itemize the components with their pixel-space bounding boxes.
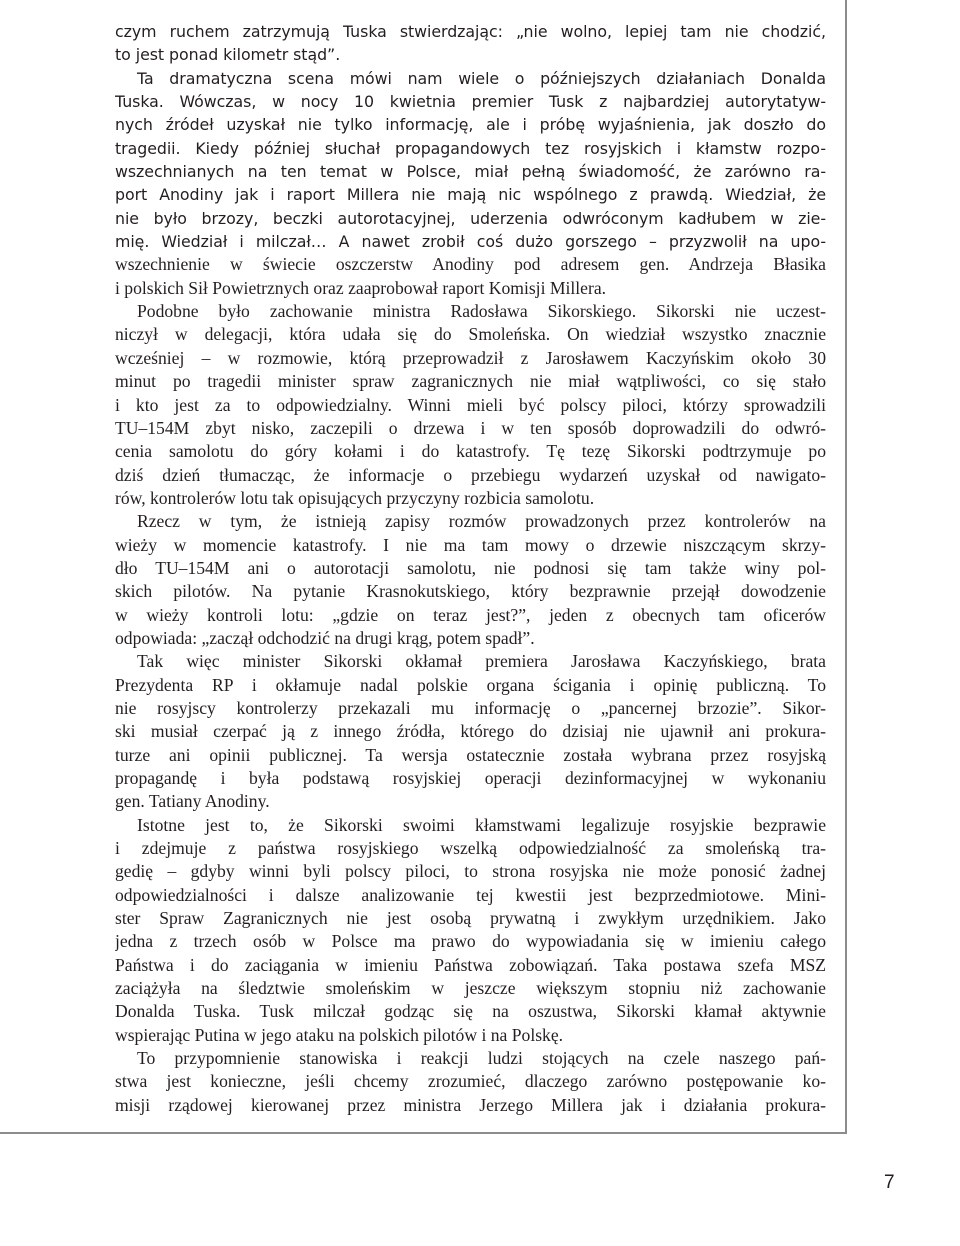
body-text-column <box>115 20 826 1117</box>
text-line: misji rządowej kierowanej przez ministra Jerzego Millera jak i działania prokura- <box>115 1094 826 1115</box>
text-line: ster Spraw Zagranicznych nie jest osobą prywatną i zwykłym urzędnikiem. Jako <box>115 908 826 929</box>
text-line: i polskich Sił Powietrznych oraz zaaprobował raport Komisji Millera. <box>115 277 607 298</box>
text-line: stwa jest konieczne, jeśli chcemy zrozumieć, dlaczego zarówno postępowanie ko- <box>115 1071 826 1092</box>
text-line: Podobne było zachowanie ministra Radosława Sikorskiego. Sikorski nie uczest- <box>137 301 826 322</box>
text-line: turze ani opinii publicznej. Ta wersja ostatecznie została wybrana przez rosyjską <box>115 744 826 765</box>
page-frame-bottom-rule <box>0 1132 847 1134</box>
text-line: i kto jest za to odpowiedzialny. Winni mieli być polscy piloci, którzy sprowadzili <box>115 394 826 415</box>
text-line: wieży w momencie katastrofy. I nie ma tam mowy o drzewie niszczącym skrzy- <box>115 534 826 555</box>
text-line: wspierając Putina w jego ataku na polskich pilotów i na Polskę. <box>115 1024 564 1045</box>
page-number: 7 <box>884 1172 895 1193</box>
text-line: Donalda Tuska. Tusk milczał godząc się na oszustwa, Sikorski kłamał aktywnie <box>115 1001 826 1022</box>
text-line: Rzecz w tym, że istnieją zapisy rozmów prowadzonych przez kontrolerów na <box>137 511 826 532</box>
text-line: odpowiada: „zaczął odchodzić na drugi krąg, potem spadł”. <box>115 627 535 648</box>
text-line: wcześniej – w rozmowie, którą przeprowadził z Jarosławem Kaczyńskim około 30 <box>115 347 826 368</box>
text-line: minut po tragedii minister spraw zagranicznych nie miał wątpliwości, co się stało <box>115 371 826 392</box>
text-line: ski musiał czerpać ją z innego źródła, którego do dzisiaj nie ujawnił ani prokura- <box>115 721 826 742</box>
text-line: propagandę i była podstawą rosyjskiej operacji dezinformacyjnej w wykonaniu <box>115 768 826 788</box>
text-line: To przypomnienie stanowiska i reakcji ludzi stojących na czele naszego pań- <box>137 1048 826 1069</box>
text-line: Państwa i do zaciągania w imieniu Państwa zobowiązań. Taka postawa szefa MSZ <box>115 954 826 975</box>
text-line: niczył w delegacji, która udała się do Smoleńska. On wiedział wszystko znacznie <box>115 324 826 345</box>
text-line: rów, kontrolerów lotu tak opisujących przyczyny rozbicia samolotu. <box>115 487 595 508</box>
text-line: Istotne jest to, że Sikorski swoimi kłamstwami legalizuje rosyjskie bezprawie <box>137 814 826 835</box>
text-line: zaciążyła na śledztwie smoleńskim w jeszcze większym stopniu niż zachowanie <box>115 978 826 999</box>
text-line: odpowiedzialności i dalsze analizowanie tej kwestii jest bezprzedmiotowe. Mini- <box>115 884 826 905</box>
text-line: jedna z trzech osób w Polsce ma prawo do wypowiadania się w imieniu całego <box>115 931 826 952</box>
text-line: tragedii. Kiedy później słuchał propagandowych tez rosyjskich i kłamstw rozpo- <box>115 138 826 158</box>
text-line: nie rosyjscy kontrolerzy przekazali mu informację o „pancernej brzozie”. Sikor- <box>115 697 826 718</box>
text-line: nie było brzozy, beczki autorotacyjnej, uderzenia odwróconym kadłubem w zie- <box>115 208 826 228</box>
text-line: gen. Tatiany Anodiny. <box>115 791 270 812</box>
text-line: czym ruchem zatrzymują Tuska stwierdzając: „nie wolno, lepiej tam nie chodzić, <box>115 22 826 41</box>
text-line: port Anodiny jak i raport Millera nie mają nic wspólnego z prawdą. Wiedział, że <box>115 185 826 205</box>
text-line: Ta dramatyczna scena mówi nam wiele o późniejszych działaniach Donalda <box>137 68 826 88</box>
text-line: skich pilotów. Na pytanie Krasnokutskiego, który bezprawnie przejął dowodzenie <box>115 581 826 602</box>
text-line: i zdejmuje z państwa rosyjskiego wszelką odpowiedzialność za smoleńską tra- <box>115 838 826 859</box>
text-line: cenia samolotu do góry kołami i do katastrofy. Tę tezę Sikorski podtrzymuje po <box>115 441 826 462</box>
text-line: Tuska. Wówczas, w nocy 10 kwietnia premier Tusk z najbardziej autorytatyw- <box>115 92 826 112</box>
text-line: wszechnianych na ten temat w Polsce, miał pełną świadomość, że zarówno ra- <box>115 162 826 182</box>
text-line: gedię – gdyby winni byli polscy piloci, to strona rosyjska nie może ponosić żadnej <box>115 861 826 882</box>
text-line: Prezydenta RP i okłamuje nadal polskie organa ścigania i opinię publiczną. To <box>115 674 826 695</box>
text-line: nych źródeł uzyskał nie tylko informację, ale i próbę wyjaśnienia, jak doszło do <box>115 115 826 135</box>
text-line: dło TU–154M ani o autorotacji samolotu, nie podnosi się tam także winy pol- <box>115 557 826 578</box>
text-line: TU–154M zbyt nisko, zaczepili o drzewa i w ten sposób doprowadzili do odwró- <box>115 417 826 438</box>
text-line: dziś dzień tłumacząc, że informacje o przebiegu wydarzeń uzyskał od nawigato- <box>115 464 826 485</box>
text-line: Tak więc minister Sikorski okłamał premiera Jarosława Kaczyńskiego, brata <box>137 651 826 672</box>
text-line: mię. Wiedział i milczał… A nawet zrobił coś dużo gorszego – przyzwolił na upo- <box>115 232 826 252</box>
text-line: w wieży kontroli lotu: „gdzie on teraz jest?”, jeden z obecnych tam oficerów <box>115 604 826 625</box>
text-line: to jest ponad kilometr stąd”. <box>115 45 341 65</box>
page-frame-right-rule <box>845 0 847 1133</box>
text-line: wszechnienie w świecie oszczerstw Anodiny pod adresem gen. Andrzeja Błasika <box>115 254 826 275</box>
